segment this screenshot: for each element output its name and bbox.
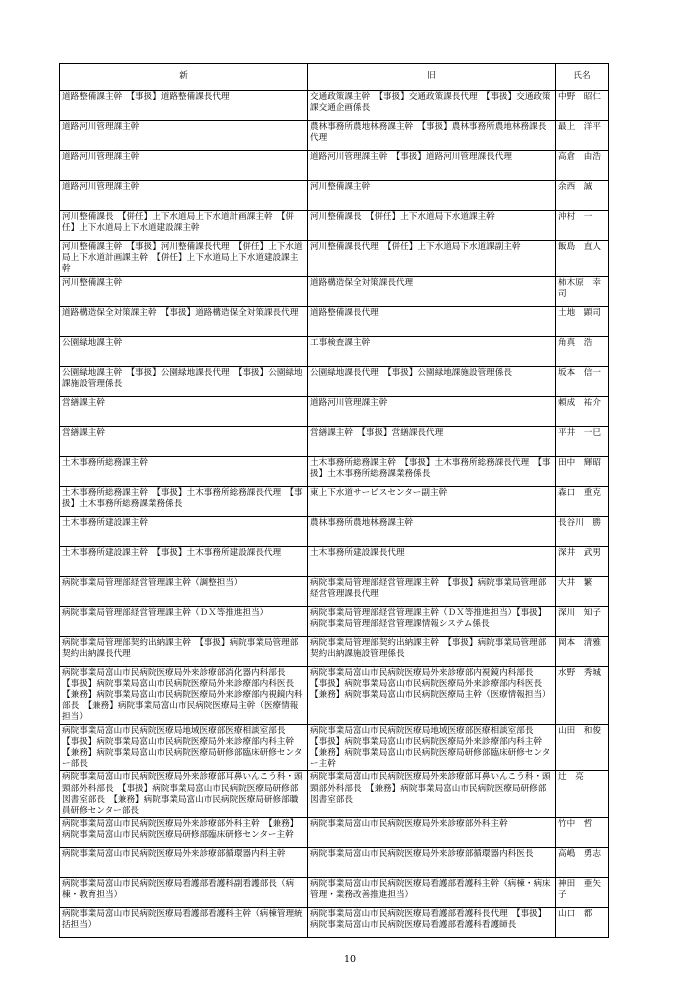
table-row — [60, 516, 609, 546]
cell-name: 大井 繁 — [556, 576, 609, 606]
cell-name: 柿木原 幸司 — [556, 276, 609, 306]
cell-name: 水野 秀城 — [556, 666, 609, 724]
table-row — [60, 426, 609, 456]
cell-new: 河川整備課主幹 【事扱】河川整備課長代理 【併任】上下水道局上下水道計画課主幹 【併任】上下水道局上下水道建設課主幹 — [60, 241, 308, 277]
table-row — [60, 151, 609, 181]
cell-old: 病院事業局富山市民病院医療局外来診療部耳鼻いんこう科・頭頸部外科部長 【兼務】病院事業局富山市民病院医療局研修部図書室部長 — [308, 771, 556, 818]
table-row — [60, 336, 609, 366]
cell-old: 病院事業局富山市民病院医療局外来診療部内視鏡内科部長 【事扱】病院事業局富山市民病院医療局外来診療部内科医長 【兼務】病院事業局富山市民病院医療局主幹（医療情報担当） — [308, 666, 556, 724]
cell-old: 河川整備課主幹 — [308, 181, 556, 211]
cell-new: 営繕課主幹 — [60, 396, 308, 426]
cell-old: 道路構造保全対策課長代理 — [308, 276, 556, 306]
cell-new: 道路構造保全対策課主幹 【事扱】道路構造保全対策課長代理 — [60, 306, 308, 336]
cell-name: 高倉 由浩 — [556, 151, 609, 181]
table-row — [60, 181, 609, 211]
cell-name: 飯島 直人 — [556, 241, 609, 277]
table-row — [60, 666, 609, 724]
table-row — [60, 486, 609, 516]
cell-name: 坂本 信一 — [556, 366, 609, 396]
cell-old: 河川整備課長代理 【併任】上下水道局下水道課副主幹 — [308, 241, 556, 277]
table-row — [60, 121, 609, 151]
cell-name: 沖村 一 — [556, 211, 609, 241]
cell-old: 東上下水道サービスセンター副主幹 — [308, 486, 556, 516]
cell-name: 高嶋 勇志 — [556, 848, 609, 878]
page-number: 10 — [343, 954, 357, 965]
table-header-row — [60, 64, 609, 91]
table-row — [60, 366, 609, 396]
personnel-table — [59, 63, 609, 938]
cell-old: 道路河川管理課主幹 【事扱】道路河川管理課長代理 — [308, 151, 556, 181]
cell-name: 岡本 清雅 — [556, 636, 609, 666]
cell-old: 病院事業局富山市民病院医療局看護部看護科長代理 【事扱】病院事業局富山市民病院医療局看護部看護科看護師長 — [308, 908, 556, 938]
cell-new: 病院事業局富山市民病院医療局地域医療部医療相談室部長 【事扱】病院事業局富山市民病院医療局外来診療部内科主幹 【兼務】病院事業局富山市民病院医療局研修部臨床研修センター部長 — [60, 724, 308, 771]
cell-name: 山田 和俊 — [556, 724, 609, 771]
cell-name: 深川 知子 — [556, 606, 609, 636]
cell-new: 病院事業局富山市民病院医療局外来診療部循環器内科主幹 — [60, 848, 308, 878]
cell-name: 山口 都 — [556, 908, 609, 938]
table-row — [60, 456, 609, 486]
table-row — [60, 606, 609, 636]
cell-new: 病院事業局富山市民病院医療局外来診療部消化器内科部長 【事扱】病院事業局富山市民病院医療局外来診療部内科医長 【兼務】病院事業局富山市民病院医療局外来診療部内視鏡内科部長 【兼務】病院事業局富山市民病院医療局主幹（医療情報担当） — [60, 666, 308, 724]
cell-name: 神田 亜矢子 — [556, 878, 609, 908]
cell-new: 河川整備課長 【併任】上下水道局上下水道計画課主幹 【併任】上下水道局上下水道建設課主幹 — [60, 211, 308, 241]
table-row — [60, 306, 609, 336]
cell-old: 土木事務所総務課主幹 【事扱】土木事務所総務課長代理 【事扱】土木事務所総務課業務係長 — [308, 456, 556, 486]
table-row — [60, 241, 609, 277]
header-name: 氏名 — [556, 64, 609, 91]
cell-name: 平井 一巳 — [556, 426, 609, 456]
table-row — [60, 878, 609, 908]
cell-name: 竹中 哲 — [556, 818, 609, 848]
cell-old: 農林事務所農地林務課主幹 【事扱】農林事務所農地林務課長代理 — [308, 121, 556, 151]
cell-name: 深井 武男 — [556, 546, 609, 576]
cell-name: 長谷川 勝 — [556, 516, 609, 546]
cell-old: 病院事業局富山市民病院医療局外来診療部循環器内科医長 — [308, 848, 556, 878]
cell-old: 病院事業局富山市民病院医療局地域医療部医療相談室部長 【事扱】病院事業局富山市民病院医療局外来診療部内科主幹 【兼務】病院事業局富山市民病院医療局研修部臨床研修センター主幹 — [308, 724, 556, 771]
cell-new: 病院事業局富山市民病院医療局看護部看護科主幹（病棟管理統括担当） — [60, 908, 308, 938]
cell-old: 土木事務所建設課長代理 — [308, 546, 556, 576]
cell-new: 道路整備課主幹 【事扱】道路整備課長代理 — [60, 91, 308, 121]
table-row — [60, 848, 609, 878]
cell-new: 病院事業局富山市民病院医療局看護部看護科副看護部長（病棟・教育担当） — [60, 878, 308, 908]
cell-old: 工事検査課主幹 — [308, 336, 556, 366]
cell-new: 病院事業局富山市民病院医療局外来診療部外科主幹 【兼務】病院事業局富山市民病院医療局研修部臨床研修センター主幹 — [60, 818, 308, 848]
cell-old: 営繕課主幹 【事扱】営繕課長代理 — [308, 426, 556, 456]
cell-new: 道路河川管理課主幹 — [60, 121, 308, 151]
cell-new: 病院事業局管理部契約出納課主幹 【事扱】病院事業局管理部契約出納課長代理 — [60, 636, 308, 666]
header-old: 旧 — [308, 64, 556, 91]
cell-new: 土木事務所建設課主幹 【事扱】土木事務所建設課長代理 — [60, 546, 308, 576]
cell-old: 道路河川管理課主幹 — [308, 396, 556, 426]
table-row — [60, 396, 609, 426]
cell-new: 土木事務所総務課主幹 — [60, 456, 308, 486]
table-row — [60, 771, 609, 818]
cell-new: 河川整備課主幹 — [60, 276, 308, 306]
cell-old: 農林事務所農地林務課主幹 — [308, 516, 556, 546]
cell-name: 辻 亮 — [556, 771, 609, 818]
cell-name: 角真 浩 — [556, 336, 609, 366]
cell-old: 病院事業局富山市民病院医療局外来診療部外科主幹 — [308, 818, 556, 848]
header-new: 新 — [60, 64, 308, 91]
cell-new: 病院事業局管理部経営管理課主幹（ＤＸ等推進担当） — [60, 606, 308, 636]
cell-old: 公園緑地課長代理 【事扱】公園緑地課施設管理係長 — [308, 366, 556, 396]
table-row — [60, 724, 609, 771]
table-row — [60, 546, 609, 576]
cell-new: 公園緑地課主幹 【事扱】公園緑地課長代理 【事扱】公園緑地課施設管理係長 — [60, 366, 308, 396]
cell-name: 森口 重克 — [556, 486, 609, 516]
cell-name: 余西 誠 — [556, 181, 609, 211]
table-row — [60, 908, 609, 938]
cell-new: 公園緑地課主幹 — [60, 336, 308, 366]
cell-old: 交通政策課主幹 【事扱】交通政策課長代理 【事扱】交通政策課交通企画係長 — [308, 91, 556, 121]
cell-new: 土木事務所建設課主幹 — [60, 516, 308, 546]
table-row — [60, 91, 609, 121]
cell-name: 最上 洋平 — [556, 121, 609, 151]
cell-new: 病院事業局富山市民病院医療局外来診療部耳鼻いんこう科・頭頸部外科部長 【事扱】病院事業局富山市民病院医療局研修部図書室部長 【兼務】病院事業局富山市民病院医療局研修部職員研修センター部長 — [60, 771, 308, 818]
cell-new: 土木事務所総務課主幹 【事扱】土木事務所総務課長代理 【事扱】土木事務所総務課業務係長 — [60, 486, 308, 516]
table-row — [60, 818, 609, 848]
table-row — [60, 576, 609, 606]
cell-old: 病院事業局管理部契約出納課主幹 【事扱】病院事業局管理部契約出納課施設管理係長 — [308, 636, 556, 666]
cell-old: 病院事業局富山市民病院医療局看護部看護科主幹（病棟・病床管理・業務改善推進担当） — [308, 878, 556, 908]
table-row — [60, 276, 609, 306]
cell-name: 頼成 祐介 — [556, 396, 609, 426]
cell-old: 病院事業局管理部経営管理課主幹 【事扱】病院事業局管理部経営管理課長代理 — [308, 576, 556, 606]
cell-new: 道路河川管理課主幹 — [60, 181, 308, 211]
cell-old: 道路整備課長代理 — [308, 306, 556, 336]
cell-old: 河川整備課長 【併任】上下水道局下水道課主幹 — [308, 211, 556, 241]
cell-new: 営繕課主幹 — [60, 426, 308, 456]
cell-name: 土地 顕司 — [556, 306, 609, 336]
cell-name: 中野 昭仁 — [556, 91, 609, 121]
cell-name: 田中 輝昭 — [556, 456, 609, 486]
cell-old: 病院事業局管理部経営管理課主幹（ＤＸ等推進担当）【事扱】病院事業局管理部経営管理課情報システム係長 — [308, 606, 556, 636]
table-row — [60, 211, 609, 241]
table-row — [60, 636, 609, 666]
cell-new: 病院事業局管理部経営管理課主幹（調整担当） — [60, 576, 308, 606]
cell-new: 道路河川管理課主幹 — [60, 151, 308, 181]
